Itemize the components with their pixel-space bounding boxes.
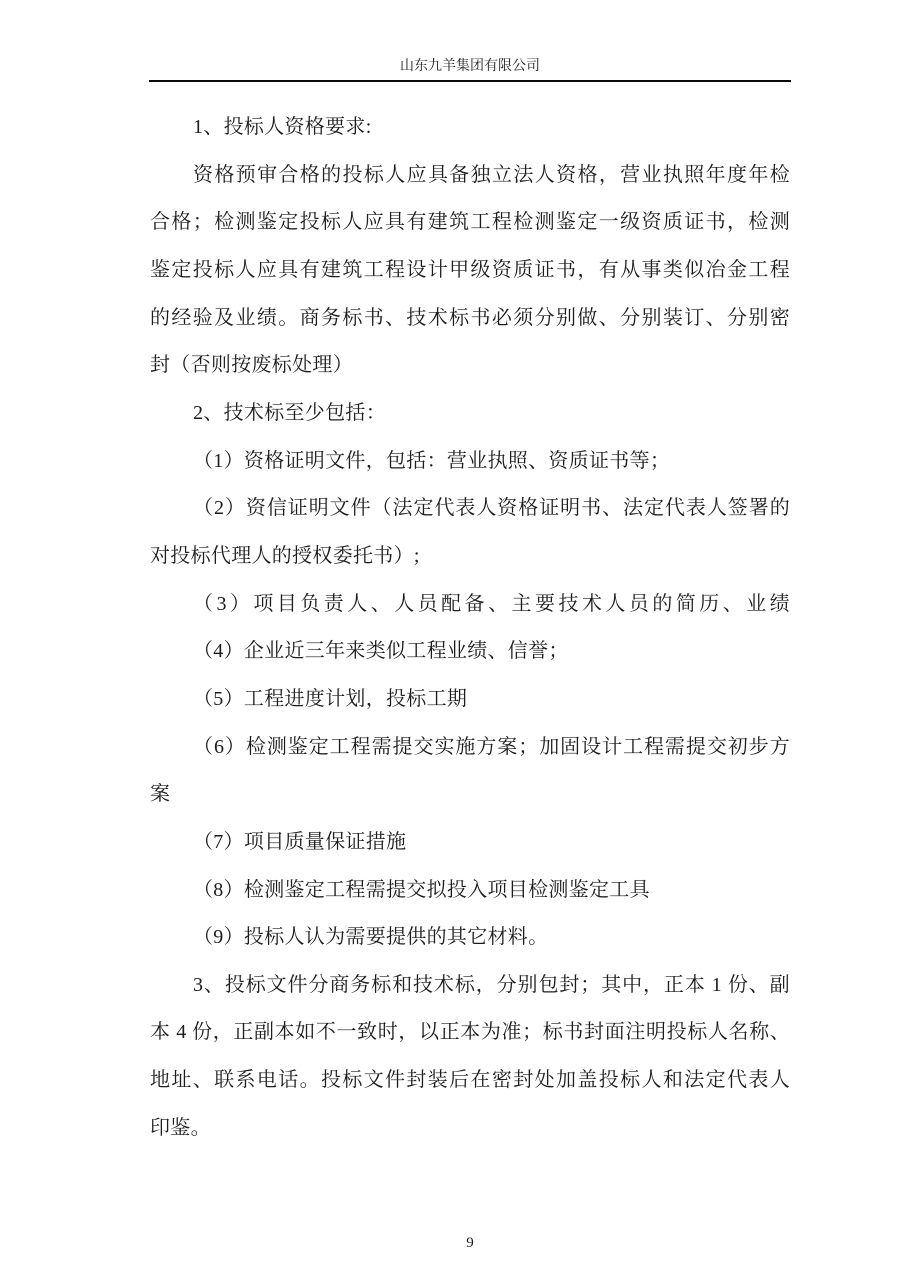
text-line: （4）企业近三年来类似工程业绩、信誉； [193, 640, 569, 663]
text-line: （8）检测鉴定工程需提交拟投入项目检测鉴定工具 [193, 878, 650, 901]
item-7 [150, 819, 790, 867]
text-line: 案 [150, 783, 171, 806]
item-4 [150, 628, 790, 676]
text-line: （5）工程进度计划，投标工期 [193, 687, 468, 710]
item-8 [150, 867, 790, 915]
text-line: （3）项目负责人、人员配备、主要技术人员的简历、业绩 [193, 592, 790, 615]
text-line: 资格预审合格的投标人应具备独立法人资格，营业执照年度年检 [193, 163, 790, 186]
text-line: 地址、联系电话。投标文件封装后在密封处加盖投标人和法定代表人 [150, 1069, 790, 1092]
text-line: 3、投标文件分商务标和技术标，分别包封；其中，正本 1 份、副 [193, 973, 790, 996]
paragraph-1 [150, 152, 790, 390]
item-5 [150, 676, 790, 724]
heading-1 [150, 104, 790, 152]
text-line: 本 4 份，正副本如不一致时，以正本为准；标书封面注明投标人名称、 [150, 1021, 790, 1044]
item-2 [150, 485, 790, 580]
page-header-company-name: 山东九羊集团有限公司 [400, 59, 540, 74]
text-line: 印鉴。 [150, 1116, 211, 1139]
page-number: 9 [466, 1235, 474, 1251]
text-line: （2）资信证明文件（法定代表人资格证明书、法定代表人签署的 [193, 497, 790, 520]
item-6 [150, 724, 790, 819]
item-3 [150, 581, 790, 629]
heading-2 [150, 390, 790, 438]
text-line: 2、技术标至少包括： [193, 401, 386, 424]
text-line: （6）检测鉴定工程需提交实施方案；加固设计工程需提交初步方 [193, 735, 790, 758]
text-line: 合格；检测鉴定投标人应具有建筑工程检测鉴定一级资质证书，检测 [150, 211, 790, 234]
text-line: （1）资格证明文件，包括：营业执照、资质证书等； [193, 449, 671, 472]
text-line: （9）投标人认为需要提供的其它材料。 [193, 926, 549, 949]
text-line: 鉴定投标人应具有建筑工程设计甲级资质证书，有从事类似冶金工程 [150, 258, 790, 281]
document-body [150, 104, 790, 1152]
text-line: 1、投标人资格要求: [193, 116, 372, 138]
paragraph-3 [150, 962, 790, 1153]
text-line: 封（否则按废标处理） [150, 354, 353, 377]
text-line: 的经验及业绩。商务标书、技术标书必须分别做、分别装订、分别密 [150, 306, 790, 329]
item-9 [150, 914, 790, 962]
item-1 [150, 438, 790, 486]
text-line: 对投标代理人的授权委托书）; [150, 544, 420, 567]
header-divider [149, 80, 791, 82]
text-line: （7）项目质量保证措施 [193, 830, 407, 853]
